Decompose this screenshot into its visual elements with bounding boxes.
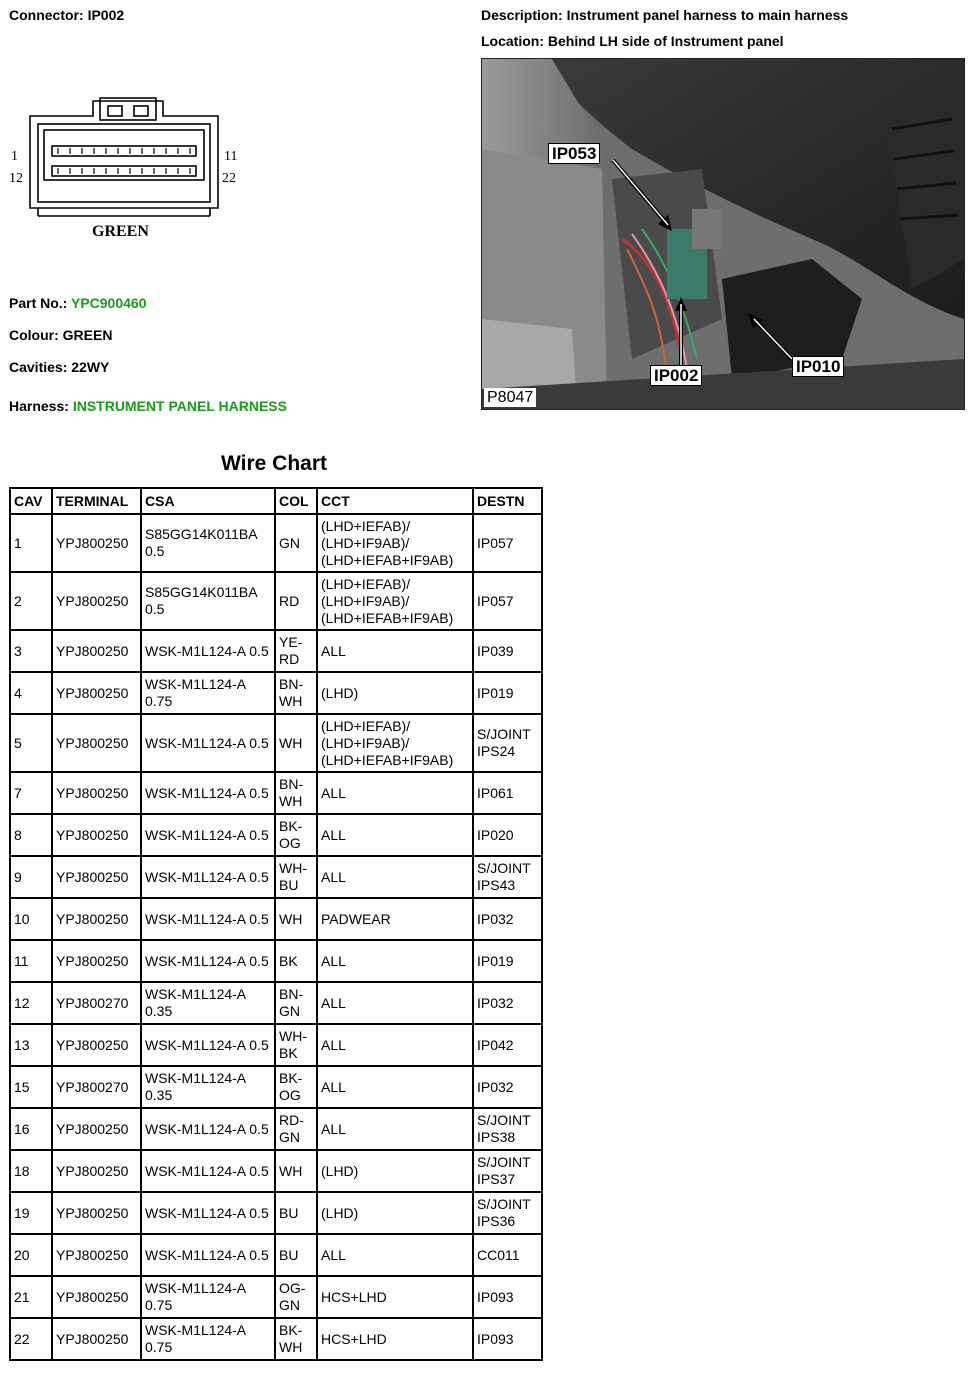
- destn-cell: IP061: [473, 772, 542, 814]
- cav-cell: 2: [10, 572, 52, 630]
- destn-cell: IP032: [473, 1066, 542, 1108]
- cct-cell: ALL: [317, 856, 473, 898]
- cav-cell: 18: [10, 1150, 52, 1192]
- csa-cell: WSK-M1L124-A 0.75: [141, 672, 275, 714]
- table-row: [10, 1024, 542, 1066]
- table-row: [10, 772, 542, 814]
- table-row: [10, 514, 542, 572]
- harness-label: Harness:: [9, 398, 69, 414]
- terminal-cell: YPJ800250: [52, 1276, 141, 1318]
- cct-cell: ALL: [317, 1108, 473, 1150]
- terminal-cell: YPJ800250: [52, 630, 141, 672]
- col-cell: WH- BK: [275, 1024, 317, 1066]
- csa-cell: WSK-M1L124-A 0.5: [141, 1108, 275, 1150]
- part-no-line: [9, 295, 147, 311]
- csa-cell: WSK-M1L124-A 0.5: [141, 1192, 275, 1234]
- csa-cell: WSK-M1L124-A 0.5: [141, 1150, 275, 1192]
- table-row: [10, 714, 542, 772]
- destn-cell: IP057: [473, 514, 542, 572]
- cav-cell: 20: [10, 1234, 52, 1276]
- col-cell: WH: [275, 714, 317, 772]
- terminal-cell: YPJ800250: [52, 1234, 141, 1276]
- csa-cell: WSK-M1L124-A 0.5: [141, 1234, 275, 1276]
- cct-cell: PADWEAR: [317, 898, 473, 940]
- cct-cell: (LHD+IEFAB)/ (LHD+IF9AB)/ (LHD+IEFAB+IF9AB): [317, 514, 473, 572]
- cct-cell: ALL: [317, 814, 473, 856]
- table-row: [10, 1276, 542, 1318]
- pin-label-22: 22: [222, 171, 236, 186]
- terminal-cell: YPJ800250: [52, 572, 141, 630]
- table-row: [10, 1318, 542, 1360]
- col-cell: YE- RD: [275, 630, 317, 672]
- csa-cell: WSK-M1L124-A 0.5: [141, 898, 275, 940]
- csa-cell: WSK-M1L124-A 0.5: [141, 856, 275, 898]
- col-cell: BN- WH: [275, 772, 317, 814]
- terminal-cell: YPJ800250: [52, 940, 141, 982]
- cct-cell: HCS+LHD: [317, 1276, 473, 1318]
- terminal-cell: YPJ800250: [52, 1318, 141, 1360]
- table-header-row: [10, 488, 542, 514]
- colour-line: [9, 327, 112, 343]
- connector-face-drawing: [8, 96, 248, 246]
- cct-cell: (LHD): [317, 1150, 473, 1192]
- colour-value: GREEN: [62, 327, 113, 343]
- part-no-value: YPC900460: [70, 295, 147, 311]
- table-row: [10, 814, 542, 856]
- cavities-label: Cavities:: [9, 359, 68, 375]
- cav-cell: 5: [10, 714, 52, 772]
- table-row: [10, 940, 542, 982]
- csa-cell: WSK-M1L124-A 0.5: [141, 630, 275, 672]
- cct-cell: ALL: [317, 982, 473, 1024]
- cav-cell: 11: [10, 940, 52, 982]
- wire-chart-body: [10, 514, 542, 1360]
- connector-diagram: [8, 96, 248, 251]
- destn-cell: S/JOINT IPS37: [473, 1150, 542, 1192]
- terminal-cell: YPJ800250: [52, 1024, 141, 1066]
- destn-cell: IP039: [473, 630, 542, 672]
- photo-illustration: [482, 59, 964, 409]
- terminal-cell: YPJ800250: [52, 1192, 141, 1234]
- wire-chart-title: Wire Chart: [221, 452, 327, 475]
- csa-cell: WSK-M1L124-A 0.5: [141, 940, 275, 982]
- cct-cell: ALL: [317, 1234, 473, 1276]
- cct-cell: (LHD): [317, 672, 473, 714]
- terminal-cell: YPJ800250: [52, 856, 141, 898]
- connector-heading: [9, 7, 124, 23]
- connector-colour-caption: GREEN: [92, 223, 149, 240]
- table-row: [10, 1150, 542, 1192]
- part-no-label: Part No.:: [9, 295, 68, 311]
- table-row: [10, 1234, 542, 1276]
- cav-cell: 4: [10, 672, 52, 714]
- destn-cell: IP057: [473, 572, 542, 630]
- destn-cell: IP093: [473, 1318, 542, 1360]
- cct-cell: ALL: [317, 772, 473, 814]
- destn-cell: IP042: [473, 1024, 542, 1066]
- header-csa: CSA: [141, 488, 275, 514]
- table-row: [10, 856, 542, 898]
- col-cell: BK- OG: [275, 814, 317, 856]
- terminal-cell: YPJ800250: [52, 514, 141, 572]
- col-cell: BN- GN: [275, 982, 317, 1024]
- table-row: [10, 982, 542, 1024]
- terminal-cell: YPJ800250: [52, 714, 141, 772]
- location-value: Behind LH side of Instrument panel: [547, 33, 784, 49]
- cct-cell: (LHD+IEFAB)/ (LHD+IF9AB)/ (LHD+IEFAB+IF9AB): [317, 714, 473, 772]
- harness-value: INSTRUMENT PANEL HARNESS: [72, 398, 287, 414]
- terminal-cell: YPJ800250: [52, 672, 141, 714]
- terminal-cell: YPJ800250: [52, 772, 141, 814]
- col-cell: BK- OG: [275, 1066, 317, 1108]
- table-row: [10, 1108, 542, 1150]
- table-row: [10, 672, 542, 714]
- description-line: [481, 7, 848, 23]
- csa-cell: S85GG14K011BA 0.5: [141, 572, 275, 630]
- cav-cell: 22: [10, 1318, 52, 1360]
- col-cell: BK: [275, 940, 317, 982]
- table-row: [10, 1066, 542, 1108]
- csa-cell: WSK-M1L124-A 0.35: [141, 982, 275, 1024]
- header-cct: CCT: [317, 488, 473, 514]
- terminal-cell: YPJ800270: [52, 1066, 141, 1108]
- cct-cell: (LHD): [317, 1192, 473, 1234]
- col-cell: BU: [275, 1234, 317, 1276]
- cav-cell: 10: [10, 898, 52, 940]
- csa-cell: WSK-M1L124-A 0.5: [141, 814, 275, 856]
- terminal-cell: YPJ800250: [52, 1108, 141, 1150]
- location-line: [481, 33, 784, 49]
- table-row: [10, 572, 542, 630]
- header-terminal: TERMINAL: [52, 488, 141, 514]
- col-cell: BK- WH: [275, 1318, 317, 1360]
- csa-cell: WSK-M1L124-A 0.5: [141, 1024, 275, 1066]
- destn-cell: IP032: [473, 982, 542, 1024]
- cav-cell: 19: [10, 1192, 52, 1234]
- col-cell: OG- GN: [275, 1276, 317, 1318]
- csa-cell: WSK-M1L124-A 0.35: [141, 1066, 275, 1108]
- description-value: Instrument panel harness to main harness: [566, 7, 849, 23]
- pin-label-11: 11: [224, 149, 238, 164]
- destn-cell: IP019: [473, 940, 542, 982]
- cct-cell: (LHD+IEFAB)/ (LHD+IF9AB)/ (LHD+IEFAB+IF9AB): [317, 572, 473, 630]
- csa-cell: WSK-M1L124-A 0.75: [141, 1276, 275, 1318]
- col-cell: GN: [275, 514, 317, 572]
- photo-label-ip053: IP053: [548, 143, 600, 164]
- cct-cell: ALL: [317, 940, 473, 982]
- col-cell: WH: [275, 898, 317, 940]
- connector-value: IP002: [87, 7, 125, 23]
- destn-cell: S/JOINT IPS24: [473, 714, 542, 772]
- table-row: [10, 898, 542, 940]
- table-row: [10, 1192, 542, 1234]
- connector-label: Connector:: [9, 7, 84, 23]
- terminal-cell: YPJ800250: [52, 1150, 141, 1192]
- cct-cell: ALL: [317, 630, 473, 672]
- col-cell: BU: [275, 1192, 317, 1234]
- destn-cell: CC011: [473, 1234, 542, 1276]
- cavities-line: [9, 359, 109, 375]
- harness-line: [9, 398, 287, 414]
- destn-cell: IP093: [473, 1276, 542, 1318]
- cct-cell: ALL: [317, 1024, 473, 1066]
- description-label: Description:: [481, 7, 563, 23]
- cav-cell: 7: [10, 772, 52, 814]
- col-cell: WH- BU: [275, 856, 317, 898]
- location-label: Location:: [481, 33, 544, 49]
- csa-cell: WSK-M1L124-A 0.5: [141, 772, 275, 814]
- destn-cell: IP032: [473, 898, 542, 940]
- pin-label-12: 12: [9, 171, 23, 186]
- destn-cell: S/JOINT IPS36: [473, 1192, 542, 1234]
- cav-cell: 9: [10, 856, 52, 898]
- wire-chart-table: [9, 487, 543, 1361]
- terminal-cell: YPJ800250: [52, 814, 141, 856]
- cav-cell: 8: [10, 814, 52, 856]
- cav-cell: 1: [10, 514, 52, 572]
- header-col: COL: [275, 488, 317, 514]
- cct-cell: HCS+LHD: [317, 1318, 473, 1360]
- cav-cell: 3: [10, 630, 52, 672]
- cav-cell: 21: [10, 1276, 52, 1318]
- pin-label-1: 1: [11, 149, 18, 164]
- destn-cell: S/JOINT IPS43: [473, 856, 542, 898]
- cav-cell: 16: [10, 1108, 52, 1150]
- csa-cell: WSK-M1L124-A 0.75: [141, 1318, 275, 1360]
- destn-cell: S/JOINT IPS38: [473, 1108, 542, 1150]
- col-cell: RD- GN: [275, 1108, 317, 1150]
- header-destn: DESTN: [473, 488, 542, 514]
- location-photo: [481, 58, 965, 410]
- photo-figure-id: P8047: [484, 388, 536, 407]
- cct-cell: ALL: [317, 1066, 473, 1108]
- destn-cell: IP019: [473, 672, 542, 714]
- header-cav: CAV: [10, 488, 52, 514]
- cavities-value: 22WY: [71, 359, 110, 375]
- col-cell: BN- WH: [275, 672, 317, 714]
- terminal-cell: YPJ800250: [52, 898, 141, 940]
- destn-cell: IP020: [473, 814, 542, 856]
- cav-cell: 12: [10, 982, 52, 1024]
- csa-cell: WSK-M1L124-A 0.5: [141, 714, 275, 772]
- cav-cell: 13: [10, 1024, 52, 1066]
- col-cell: WH: [275, 1150, 317, 1192]
- col-cell: RD: [275, 572, 317, 630]
- photo-label-ip010: IP010: [792, 356, 844, 377]
- table-row: [10, 630, 542, 672]
- colour-label: Colour:: [9, 327, 59, 343]
- photo-label-ip002: IP002: [650, 365, 702, 386]
- cav-cell: 15: [10, 1066, 52, 1108]
- csa-cell: S85GG14K011BA 0.5: [141, 514, 275, 572]
- terminal-cell: YPJ800270: [52, 982, 141, 1024]
